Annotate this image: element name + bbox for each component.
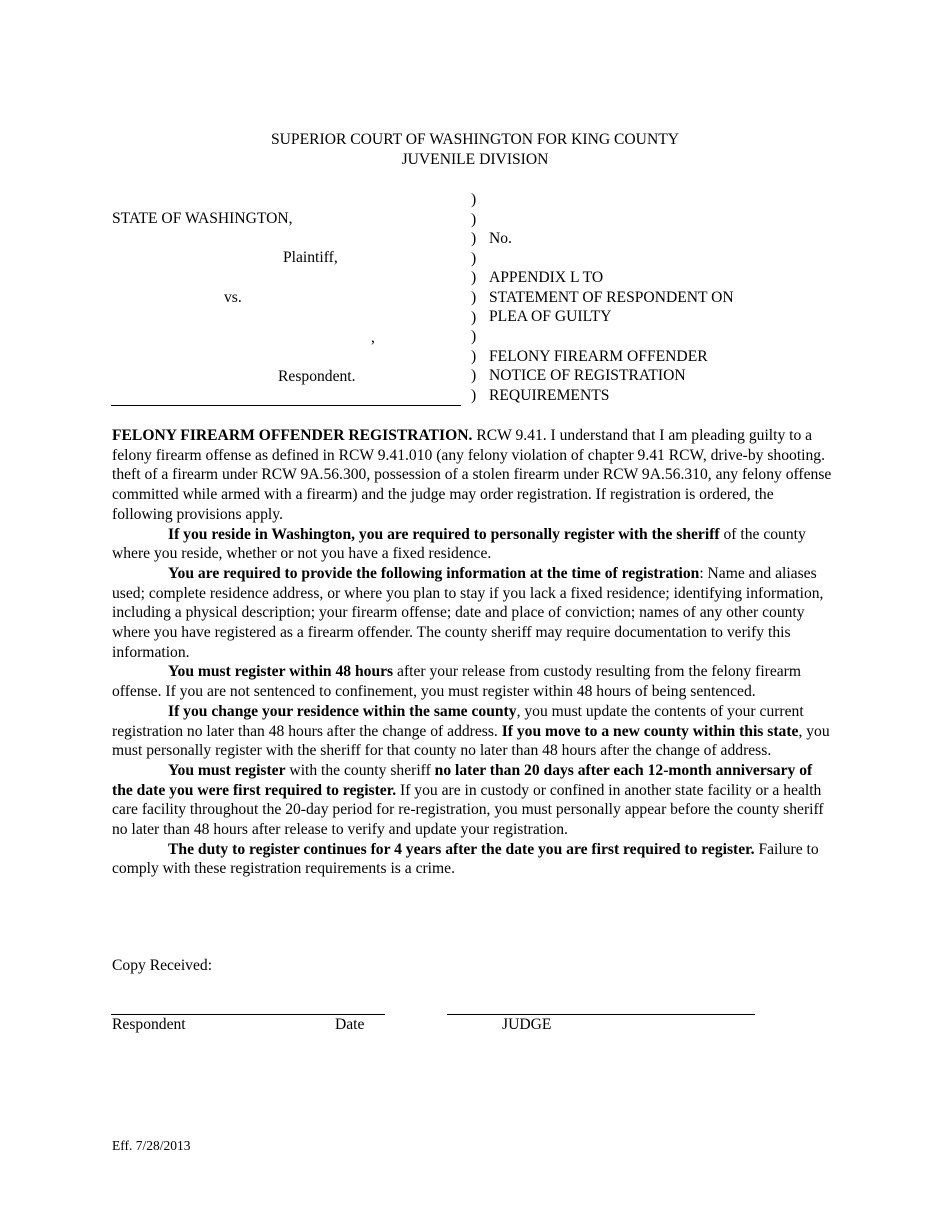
date-signature-label: Date <box>335 1016 365 1033</box>
paren: ) <box>471 249 477 267</box>
deadline-paragraph: You must register within 48 hours after your release from custody resulting from the felony firearm offense. If you are not sentenced to confinement, you must register within 48 hours of being sentenced. <box>112 663 802 701</box>
notice-line: FELONY FIREARM OFFENDER <box>489 347 708 365</box>
paren: ) <box>471 230 477 248</box>
appendix-line: APPENDIX L TO <box>489 269 604 287</box>
appendix-line: PLEA OF GUILTY <box>489 308 612 326</box>
respondent-name-comma: , <box>371 329 375 346</box>
paren: ) <box>471 288 477 306</box>
respondent-signature-label: Respondent <box>112 1016 186 1033</box>
caption-parentheses <box>471 190 476 406</box>
caption-underline <box>111 405 461 406</box>
change-residence-paragraph: If you change your residence within the same county, you must update the contents of your current registration no later than 48 hours after the change of address. If you move to a new county within this state, you must personally register with the sheriff for that county no later than 48 hours after the change of address. <box>112 702 830 760</box>
judge-signature-line[interactable] <box>447 1014 755 1015</box>
information-paragraph: You are required to provide the following information at the time of registration: Name and aliases used; complete residence address, or where you plan to stay if you lack a fixed residence; identifying information, including a physical description; your firearm offense; date and place of conviction; names of any other county where you have registered as a firearm offender. The county sheriff may require documentation to verify this information. <box>112 564 824 661</box>
respondent-label: Respondent. <box>278 368 356 385</box>
judge-signature-label: JUDGE <box>502 1016 552 1033</box>
annual-registration-paragraph: You must register with the county sheriff no later than 20 days after each 12-month anniversary of the date you were first required to register. If you are in custody or confined in another state facility or a health care facility throughout the 20-day period for re-registration, you must personally appear before the county sheriff no later than 48 hours after release to verify and update your registration. <box>112 761 824 839</box>
state-party: STATE OF WASHINGTON, <box>112 210 293 227</box>
appendix-line: STATEMENT OF RESPONDENT ON <box>489 288 734 306</box>
paren: ) <box>471 386 477 404</box>
paren: ) <box>471 347 477 365</box>
court-title: SUPERIOR COURT OF WASHINGTON FOR KING COUNTY <box>270 131 679 148</box>
notice-line: REQUIREMENTS <box>489 386 610 404</box>
registration-notice-body <box>112 426 836 879</box>
paren: ) <box>471 367 477 385</box>
caption-right-column <box>489 229 734 405</box>
division-title: JUVENILE DIVISION <box>401 151 549 168</box>
versus-label: vs. <box>224 289 242 306</box>
intro-paragraph: FELONY FIREARM OFFENDER REGISTRATION. RCW 9.41. I understand that I am pleading guilty to a felony firearm offense as defined in RCW 9.41.010 (any felony violation of chapter 9.41 RCW, drive-by shooting. theft of a firearm under RCW 9A.56.300, possession of a stolen firearm under RCW 9A.56.310, any felony offense committed while armed with a firearm) and the judge may order registration. If registration is ordered, the following provisions apply. <box>112 427 832 523</box>
paren: ) <box>471 308 477 326</box>
paren: ) <box>471 191 477 208</box>
plaintiff-label: Plaintiff, <box>283 249 338 266</box>
paren: ) <box>471 328 477 346</box>
effective-date: Eff. 7/28/2013 <box>112 1138 191 1153</box>
notice-line: NOTICE OF REGISTRATION <box>489 367 686 385</box>
paren: ) <box>471 269 477 287</box>
section-heading: FELONY FIREARM OFFENDER REGISTRATION. <box>112 427 473 444</box>
copy-received-label: Copy Received: <box>112 957 213 974</box>
residence-paragraph: If you reside in Washington, you are required to personally register with the sheriff of the county where you reside, whether or not you have a fixed residence. <box>112 525 806 563</box>
respondent-signature-line[interactable] <box>111 1014 385 1015</box>
case-number-label: No. <box>489 230 512 247</box>
paren: ) <box>471 210 477 228</box>
duty-duration-paragraph: The duty to register continues for 4 years after the date you are first required to register. Failure to comply with these registration requirements is a crime. <box>112 840 819 878</box>
